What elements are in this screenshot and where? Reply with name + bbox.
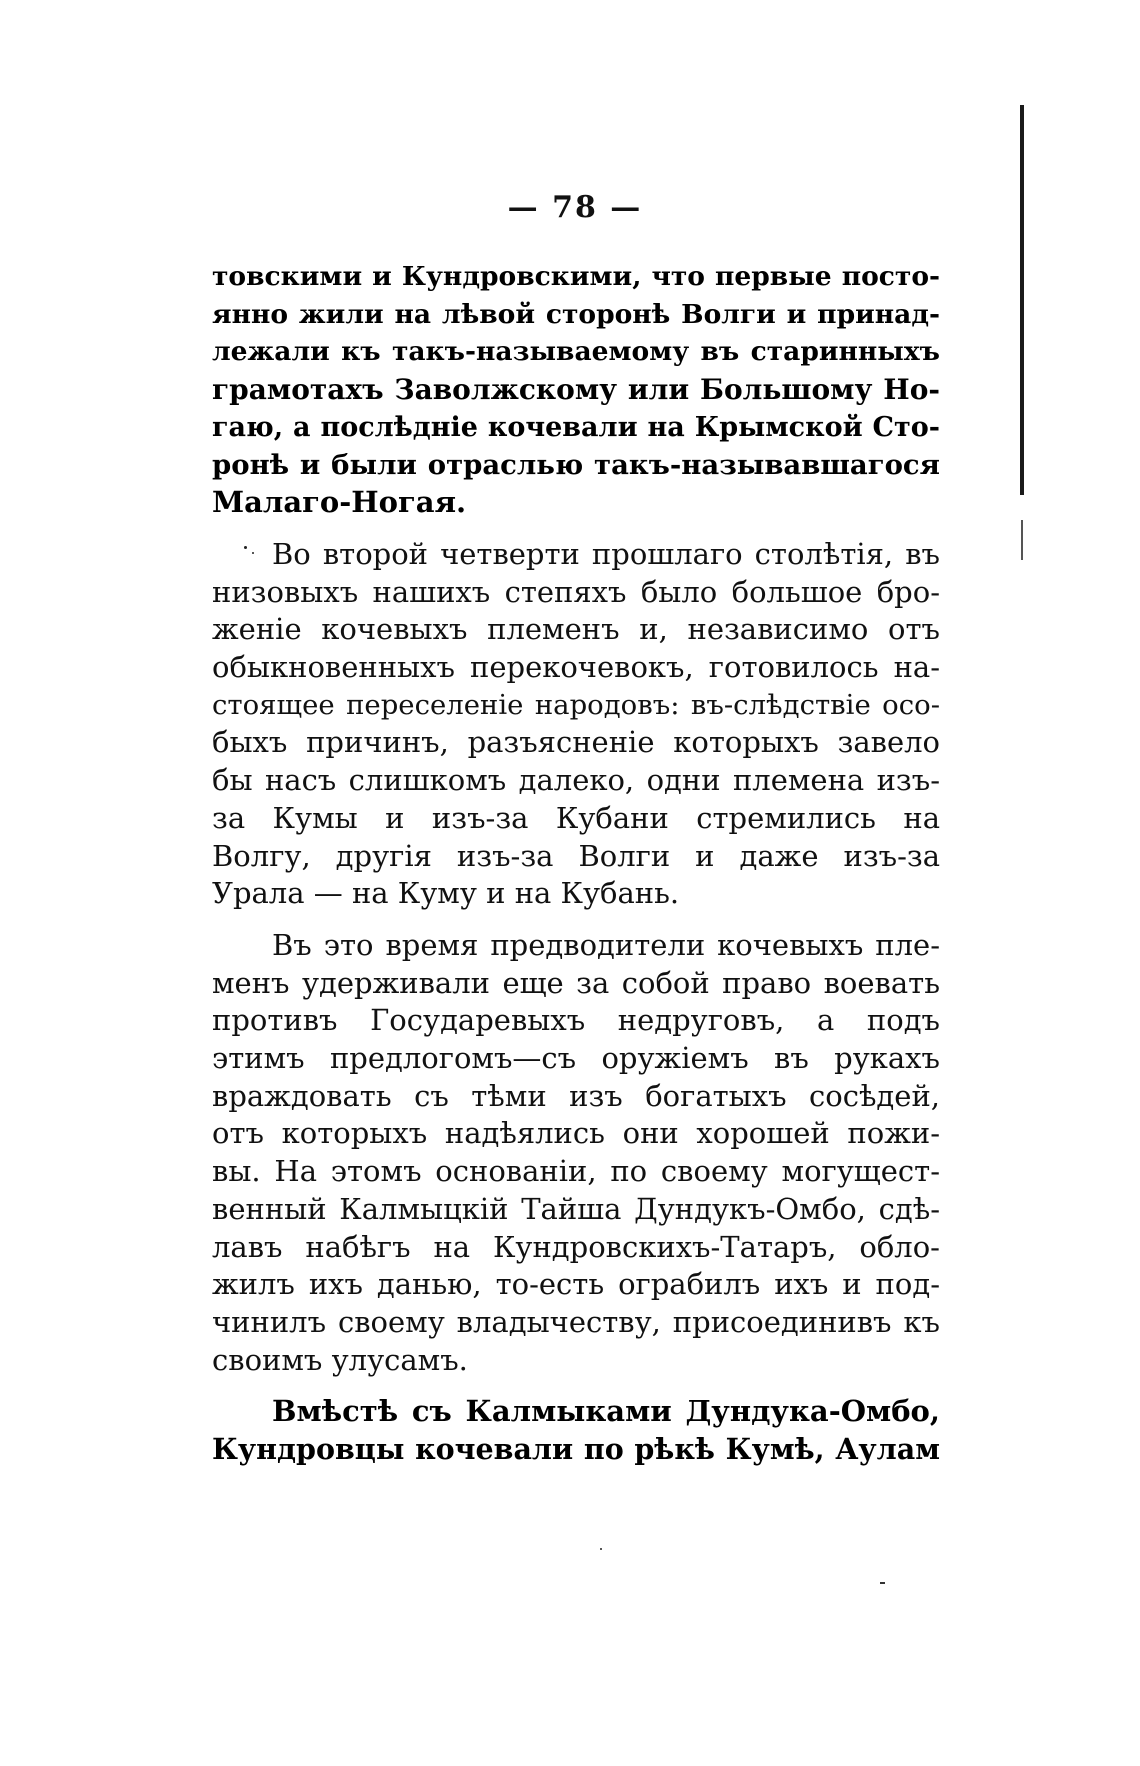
text-line: менъ удерживали еще за собой право воевать	[212, 965, 940, 1000]
text-line: чинилъ своему владычеству, присоединивъ къ	[212, 1304, 940, 1339]
page-edge-mark	[1021, 520, 1023, 560]
text-line: вы. На этомъ основаніи, по своему могущест-	[212, 1154, 940, 1189]
text-line: Урала — на Куму и на Кубань.	[212, 876, 680, 911]
text-line: за Кумы и изъ-за Кубани стремились на	[212, 800, 940, 835]
text-line: Волгу, другія изъ-за Волги и даже изъ-за	[212, 838, 940, 873]
text-line: ронѣ и были отраслью такъ-называвшагося	[212, 448, 940, 481]
text-line: грамотахъ Заволжскому или Большому Но-	[212, 373, 940, 407]
text-line: женіе кочевыхъ племенъ и, независимо отъ	[212, 612, 940, 647]
text-line: Малаго-Ногая.	[212, 485, 467, 520]
print-speck	[600, 1548, 602, 1550]
text-line: жилъ ихъ данью, то-есть ограбилъ ихъ и под-	[212, 1267, 940, 1302]
text-line: Въ это время предводители кочевыхъ пле-	[272, 927, 940, 962]
text-line: бы насъ слишкомъ далеко, одни племена изъ-	[212, 763, 940, 798]
text-line: лежали къ такъ-называемому въ старинныхъ	[212, 336, 940, 368]
text-line: стоящее переселеніе народовъ: въ-слѣдствіе осо-	[212, 688, 940, 721]
text-line: этимъ предлогомъ—съ оружіемъ въ рукахъ	[212, 1041, 940, 1076]
print-speck	[252, 552, 254, 554]
text-line: обыкновенныхъ перекочевокъ, готовилось на-	[212, 650, 940, 685]
text-line: отъ которыхъ надѣялись они хорошей пожи-	[212, 1116, 940, 1151]
text-line: своимъ улусамъ.	[212, 1342, 468, 1377]
text-line: Кундровцы кочевали по рѣкѣ Кумѣ, Аулам	[212, 1432, 940, 1467]
text-line: товскими и Кундровскими, что первые посто-	[212, 261, 940, 292]
print-speck	[880, 1582, 885, 1584]
text-line: янно жили на лѣвой сторонѣ Волги и принад-	[212, 298, 940, 330]
text-line: Во второй четверти прошлаго столѣтія, въ	[272, 536, 940, 571]
paragraph-3	[212, 927, 940, 1379]
paragraph-4	[212, 1393, 940, 1468]
text-line: быхъ причинъ, разъясненіе которыхъ завело	[212, 725, 940, 760]
text-line: Вмѣстѣ съ Калмыками Дундука-Омбо,	[272, 1394, 940, 1429]
paragraph-2	[212, 536, 940, 913]
page-edge-shadow	[1020, 105, 1024, 495]
print-speck	[244, 546, 247, 549]
text-line: лавъ набѣгъ на Кундровскихъ-Татаръ, обло-	[212, 1229, 940, 1264]
text-line: венный Калмыцкій Тайша Дундукъ-Омбо, сдѣ-	[212, 1191, 940, 1226]
text-line: враждовать съ тѣми изъ богатыхъ сосѣдей,	[212, 1078, 940, 1113]
body-text	[212, 258, 940, 1483]
text-line: низовыхъ нашихъ степяхъ было большое бро-	[212, 574, 940, 609]
paragraph-1	[212, 258, 940, 522]
text-line: гаю, а послѣдніе кочевали на Крымской Сто-	[212, 411, 940, 443]
text-line: противъ Государевыхъ недруговъ, а подъ	[212, 1003, 940, 1038]
page-number-header: — 78 —	[507, 190, 643, 225]
